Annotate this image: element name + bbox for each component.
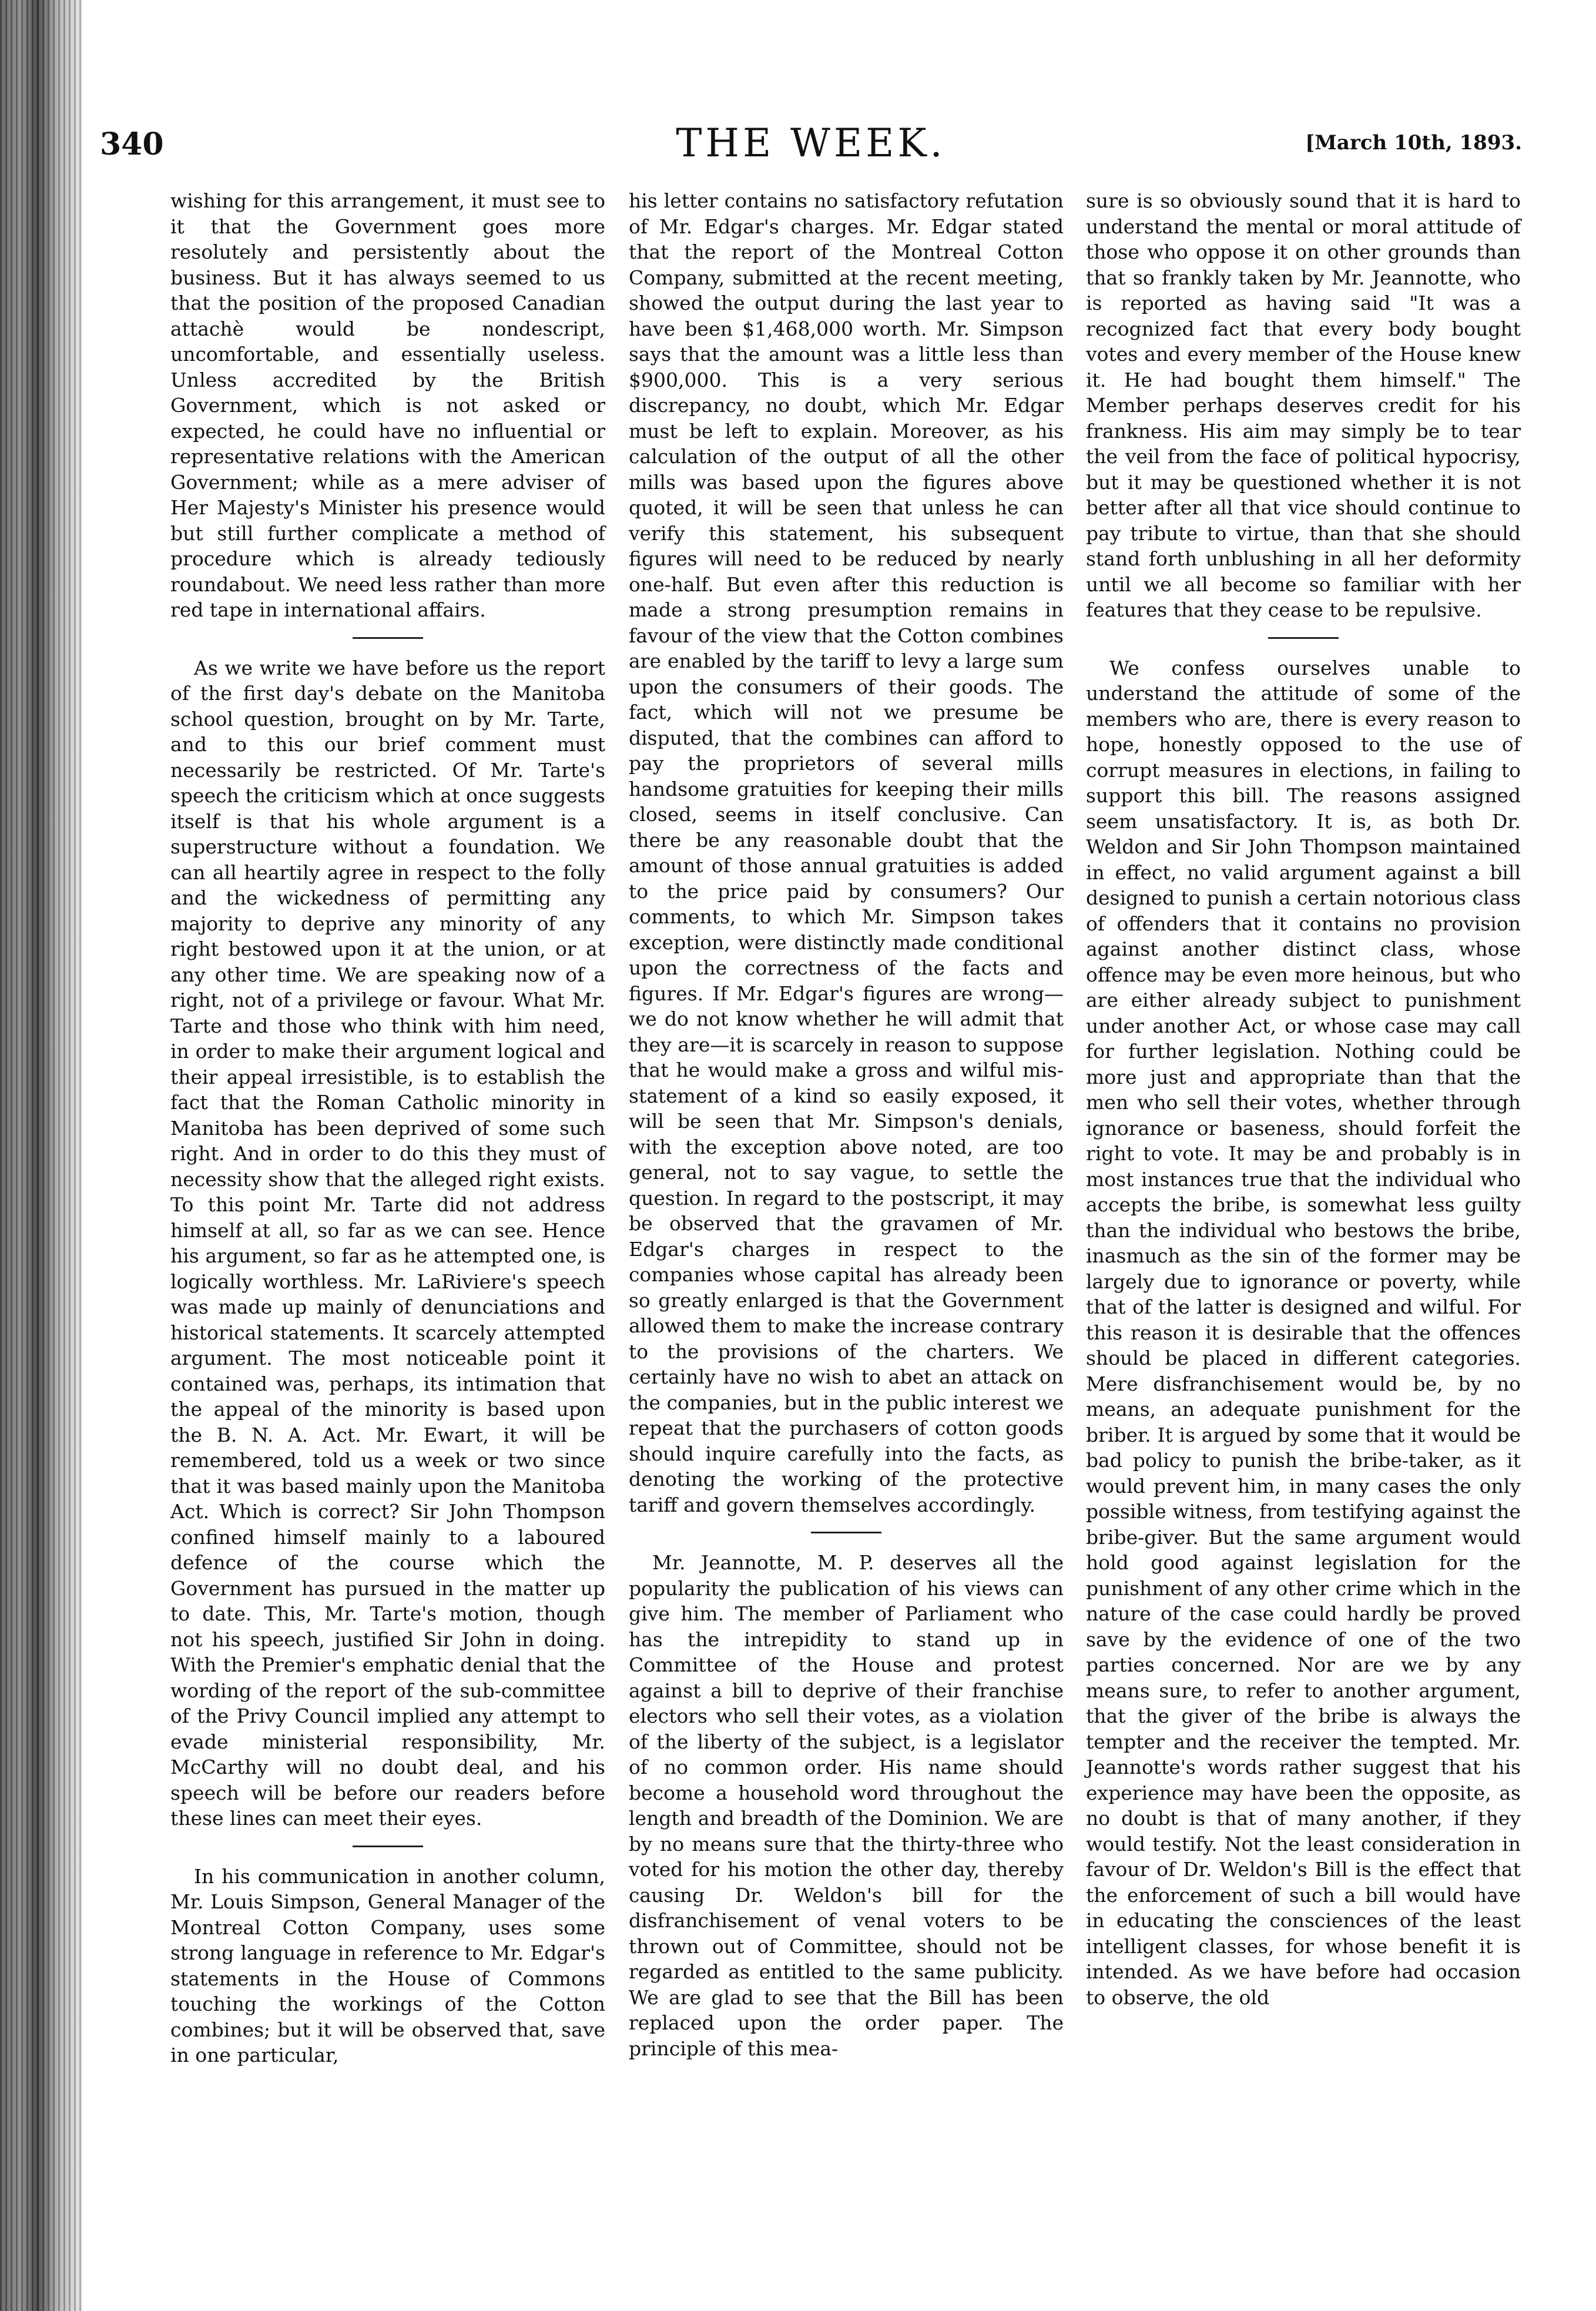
column-2	[629, 188, 1064, 2061]
paragraph: sure is so obviously sound that it is hard to understand the mental or moral attitude of those who oppose it on other grounds than that so frankly taken by Mr. Jeannotte, who is reported as having said "It was a recognized fact that every body bought votes and every member of the House knew it. He had bought them himself." The Member perhaps deserves credit for his frankness. His aim may simply be to tear the veil from the face of political hypocrisy, but it may be questioned whether it is not better after all that vice should continue to pay tribute to virtue, than that she should stand forth unblushing in all her deformity until we all become so familiar with her features that they cease to be repulsive.	[1086, 189, 1521, 621]
paragraph: We confess ourselves unable to understand the attitude of some of the members who are, there is every reason to hope, honestly opposed to the use of corrupt measures in elections, in failing to support this bill. The reasons assigned seem unsatisfactory. It is, as both Dr. Weldon and Sir John Thompson maintained in effect, no valid argument against a bill designed to punish a certain notorious class of offenders that it contains no provision against another distinct class, whose offence may be even more heinous, but who are either already subject to punishment under another Act, or whose case may call for further legislation. Nothing could be more just and appropriate than that the men who sell their votes, whether through ignorance or baseness, should forfeit the right to vote. It may be and probably is in most instances true that the individual who accepts the bribe, is somewhat less guilty than the individual who bestows the bribe, inasmuch as the sin of the former may be largely due to ignorance or poverty, while that of the latter is designed and wilful. For this reason it is desirable that the offences should be placed in different categories. Mere disfranchisement would be, by no means, an adequate punishment for the briber. It is argued by some that it would be bad policy to punish the bribe-taker, as it would prevent him, in many cases the only possible witness, from testifying against the bribe-giver. But the same argument would hold good against legislation for the punishment of any other crime which in the nature of the case could hardly be proved save by the evidence of one of the two parties concerned. Nor are we by any means sure, to refer to another argument, that the giver of the bribe is always the tempter and the receiver the tempted. Mr. Jeannotte's words rather suggest that his experience may have been the opposite, as no doubt is that of many another, if they would testify. Not the least consideration in favour of Dr. Weldon's Bill is the effect that the enforcement of such a bill would have in educating the consciences of the least intelligent classes, for whose benefit it is intended. As we have before had occasion to observe, the old	[1086, 656, 1521, 2009]
paragraph: Mr. Jeannotte, M. P. deserves all the popularity the publication of his views can give him. The member of Parliament who has the intrepidity to stand up in Committee of the House and protest against a bill to deprive of their franchise electors who sell their votes, as a violation of the liberty of the subject, is a legislator of no common order. His name should become a household word throughout the length and breadth of the Dominion. We are by no means sure that the thirty-three who voted for his motion the other day, thereby causing Dr. Weldon's bill for the disfranchisement of venal voters to be thrown out of Committee, should not be regarded as entitled to the same publicity. We are glad to see that the Bill has been replaced upon the order paper. The principle of this mea-	[629, 1551, 1064, 2060]
page-number: 340	[100, 126, 164, 162]
journal-title: THE WEEK.	[676, 120, 946, 166]
issue-date: [March 10th, 1893.	[1305, 131, 1522, 155]
page-header	[100, 120, 1522, 173]
section-divider	[353, 1846, 423, 1847]
paragraph: As we write we have before us the report of the first day's debate on the Manitoba school question, brought on by Mr. Tarte, and to this our brief comment must necessarily be restricted. Of Mr. Tarte's speech the criticism which at once suggests itself is that his whole argument is a superstructure without a foundation. We can all heartily agree in respect to the folly and the wickedness of permitting any majority to deprive any minority of any right bestowed upon it at the union, or at any other time. We are speaking now of a right, not of a privilege or favour. What Mr. Tarte and those who think with him need, in order to make their argument logical and their appeal irresistible, is to establish the fact that the Roman Catholic minority in Manitoba has been deprived of some such right. And in order to do this they must of necessity show that the alleged right exists. To this point Mr. Tarte did not address himself at all, so far as we can see. Hence his argument, so far as he attempted one, is logically worthless. Mr. LaRiviere's speech was made up mainly of denunciations and historical statements. It scarcely attempted argument. The most noticeable point it contained was, perhaps, its intimation that the appeal of the minority is based upon the B. N. A. Act. Mr. Ewart, it will be remembered, told us a week or two since that it was based mainly upon the Manitoba Act. Which is correct? Sir John Thompson confined himself mainly to a laboured defence of the course which the Government has pursued in the matter up to date. This, Mr. Tarte's motion, though not his speech, justified Sir John in doing. With the Premier's emphatic denial that the wording of the report of the sub-committee of the Privy Council implied any attempt to evade ministerial responsibility, Mr. McCarthy will no doubt deal, and his speech will be before our readers before these lines can meet their eyes.	[170, 656, 605, 1830]
binding-texture	[0, 0, 82, 2311]
paragraph: wishing for this arrangement, it must see to it that the Government goes more resolutely and persistently about the business. But it has always seemed to us that the position of the proposed Canadian attachè would be nondescript, uncomfortable, and essentially useless. Unless accredited by the British Government, which is not asked or expected, he could have no influential or representative relations with the American Government; while as a mere adviser of Her Majesty's Minister his presence would but still further complicate a method of procedure which is already tediously roundabout. We need less rather than more red tape in international affairs.	[170, 189, 605, 621]
paragraph: In his communication in another column, Mr. Louis Simpson, General Manager of the Montreal Cotton Company, uses some strong language in reference to Mr. Edgar's statements in the House of Commons touching the workings of the Cotton combines; but it will be observed that, save in one particular,	[170, 1864, 605, 2066]
section-divider	[353, 637, 423, 639]
section-divider	[1268, 637, 1339, 639]
paragraph: his letter contains no satisfactory refutation of Mr. Edgar's charges. Mr. Edgar stated that the report of the Montreal Cotton Company, submitted at the recent meeting, showed the output during the last year to have been $1,468,000 worth. Mr. Simpson says that the amount was a little less than $900,000. This is a very serious discrepancy, no doubt, which Mr. Edgar must be left to explain. Moreover, as his calculation of the output of all the other mills was based upon the figures above quoted, it will be seen that unless he can verify this statement, his subsequent figures will need to be reduced by nearly one-half. But even after this reduction is made a strong presumption remains in favour of the view that the Cotton combines are enabled by the tariff to levy a large sum upon the consumers of their goods. The fact, which will not we presume be disputed, that the combines can afford to pay the proprietors of several mills handsome gratuities for keeping their mills closed, seems in itself conclusive. Can there be any reasonable doubt that the amount of those annual gratuities is added to the price paid by consumers? Our comments, to which Mr. Simpson takes exception, were distinctly made conditional upon the correctness of the facts and figures. If Mr. Edgar's figures are wrong—we do not know whether he will admit that they are—it is scarcely in reason to suppose that he would make a gross and wilful mis-statement of a kind so easily exposed, it will be seen that Mr. Simpson's denials, with the exception above noted, are too general, not to say vague, to settle the question. In regard to the postscript, it may be observed that the gravamen of Mr. Edgar's charges in respect to the companies whose capital has already been so greatly enlarged is that the Government allowed them to make the increase contrary to the provisions of the charters. We certainly have no wish to abet an attack on the companies, but in the public interest we repeat that the purchasers of cotton goods should inquire carefully into the facts, as denoting the working of the protective tariff and govern themselves accordingly.	[629, 189, 1064, 1516]
column-3	[1086, 188, 1521, 2010]
section-divider	[811, 1532, 881, 1533]
column-1	[170, 188, 605, 2068]
